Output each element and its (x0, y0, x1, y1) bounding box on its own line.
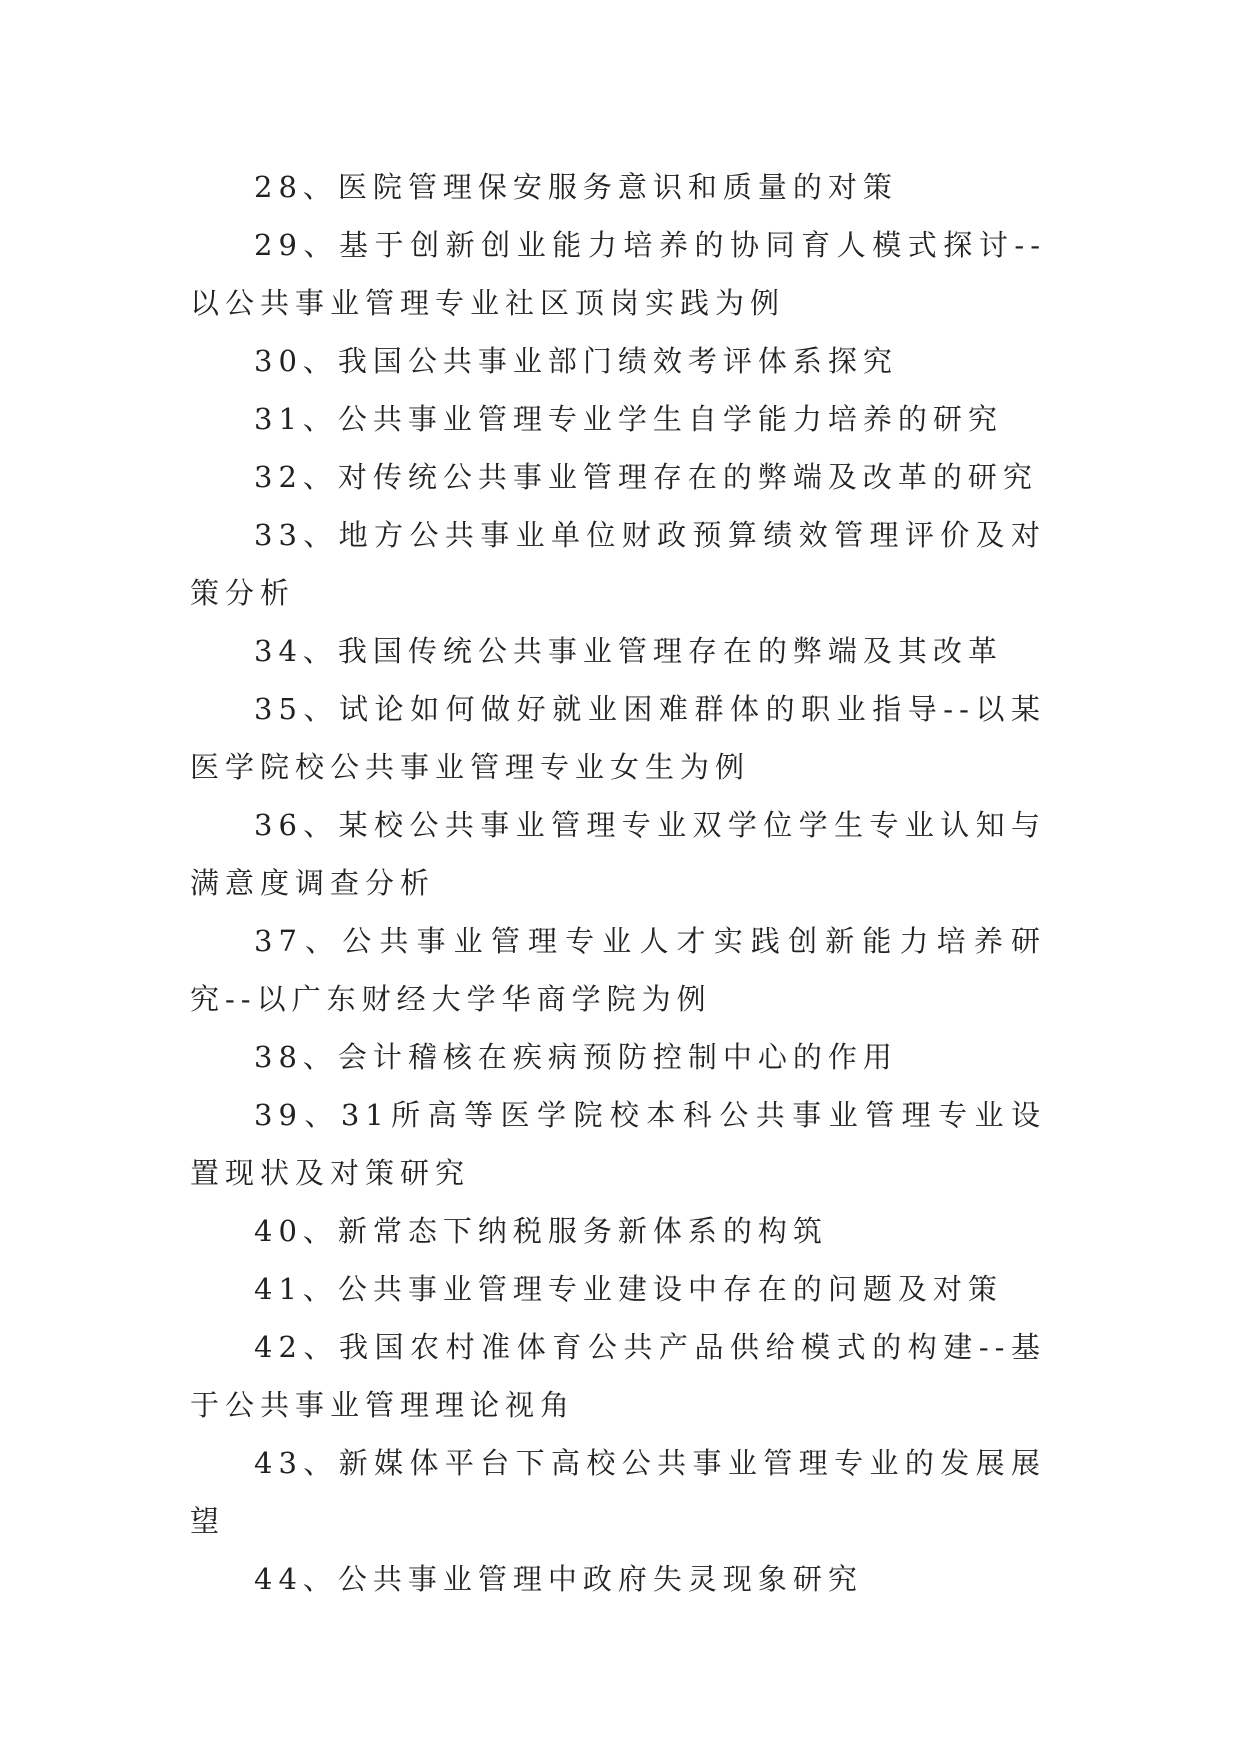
list-item: 34、我国传统公共事业管理存在的弊端及其改革 (254, 634, 1003, 668)
list-item: 44、公共事业管理中政府失灵现象研究 (254, 1562, 863, 1596)
list-item: 30、我国公共事业部门绩效考评体系探究 (254, 344, 898, 378)
topic-list (190, 158, 1046, 1608)
list-item: 38、会计稽核在疾病预防控制中心的作用 (254, 1040, 898, 1074)
list-item: 39、31所高等医学院校本科公共事业管理专业设置现状及对策研究 (190, 1098, 1046, 1190)
list-item: 42、我国农村准体育公共产品供给模式的构建--基于公共事业管理理论视角 (190, 1330, 1046, 1422)
list-item: 29、基于创新创业能力培养的协同育人模式探讨--以公共事业管理专业社区顶岗实践为例 (190, 228, 1046, 320)
list-item: 36、某校公共事业管理专业双学位学生专业认知与满意度调查分析 (190, 808, 1046, 900)
list-item: 41、公共事业管理专业建设中存在的问题及对策 (254, 1272, 1003, 1306)
list-item: 33、地方公共事业单位财政预算绩效管理评价及对策分析 (190, 518, 1046, 610)
list-item: 43、新媒体平台下高校公共事业管理专业的发展展望 (190, 1446, 1046, 1538)
list-item: 32、对传统公共事业管理存在的弊端及改革的研究 (254, 460, 1038, 494)
list-item: 31、公共事业管理专业学生自学能力培养的研究 (254, 402, 1003, 436)
list-item: 40、新常态下纳税服务新体系的构筑 (254, 1214, 828, 1248)
list-item: 35、试论如何做好就业困难群体的职业指导--以某医学院校公共事业管理专业女生为例 (190, 692, 1046, 784)
list-item: 28、医院管理保安服务意识和质量的对策 (254, 170, 898, 204)
list-item: 37、公共事业管理专业人才实践创新能力培养研究--以广东财经大学华商学院为例 (190, 924, 1046, 1016)
